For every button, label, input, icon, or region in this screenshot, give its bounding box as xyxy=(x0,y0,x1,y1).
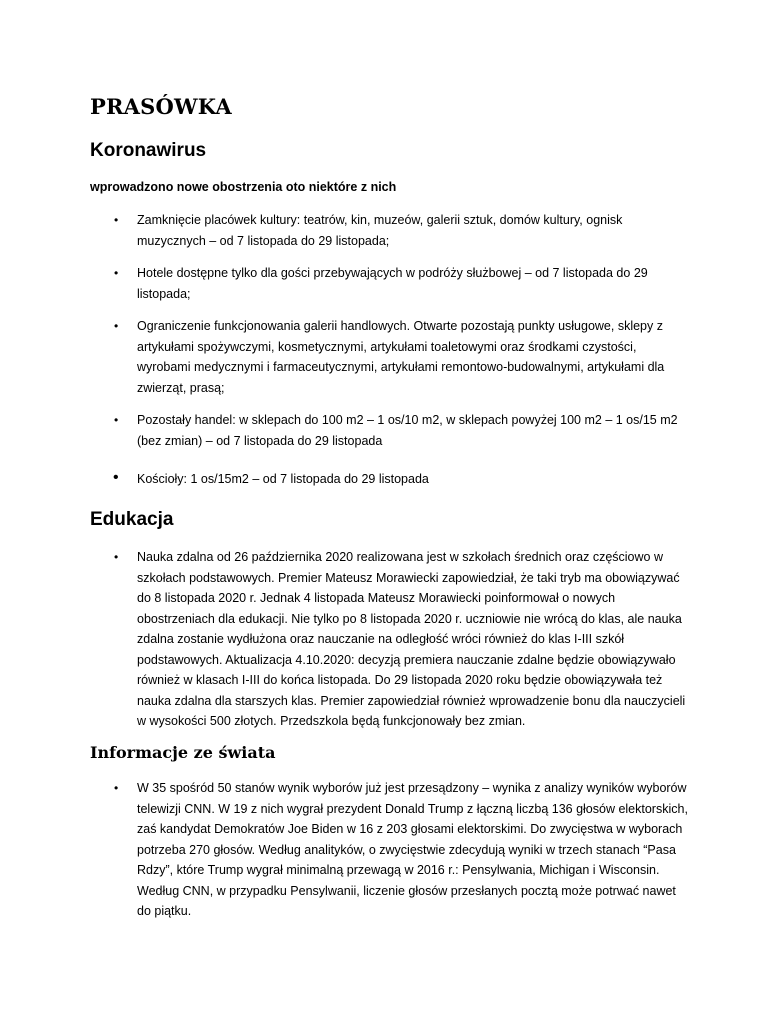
section-heading-informacje: Informacje ze świata xyxy=(90,743,276,762)
restrictions-list xyxy=(90,210,690,490)
bullet-icon: • xyxy=(114,266,119,280)
list-item-text: Ograniczenie funkcjonowania galerii handlowych. Otwarte pozostają punkty usługowe, sklepy z artykułami spożywczymi, kosmetycznymi, artykułami toaletowymi oraz środkami czystości, wyrobami medycznymi i farmaceutycznymi, artykułami remontowo-budowalnymi, artykułami dla zwierząt, prasą; xyxy=(137,319,665,395)
list-item-text: Pozostały handel: w sklepach do 100 m2 – 1 os/10 m2, w sklepach powyżej 100 m2 – 1 os/15 m2 (bez zmian) – od 7 listopada do 29 listopada xyxy=(137,413,678,448)
world-news-list xyxy=(90,778,690,922)
document-title: PRASÓWKA xyxy=(90,94,232,119)
section-heading-koronawirus: Koronawirus xyxy=(90,140,207,161)
section-heading-edukacja: Edukacja xyxy=(90,509,174,530)
list-item-text: Hotele dostępne tylko dla gości przebywających w podróży służbowej – od 7 listopada do 29 listopada; xyxy=(137,266,648,301)
list-item xyxy=(90,469,690,490)
list-item xyxy=(90,316,690,398)
bullet-icon: • xyxy=(114,550,119,564)
list-item xyxy=(90,210,690,251)
list-item-text: Zamknięcie placówek kultury: teatrów, kin, muzeów, galerii sztuk, domów kultury, ognisk muzycznych – od 7 listopada do 29 listopada; xyxy=(137,213,623,248)
list-item xyxy=(90,547,690,732)
list-item-text: Kościoły: 1 os/15m2 – od 7 listopada do 29 listopada xyxy=(137,472,429,486)
list-item-text: W 35 spośród 50 stanów wynik wyborów już jest przesądzony – wynika z analizy wyników wyborów telewizji CNN. W 19 z nich wygrał prezydent Donald Trump z łączną liczbą 136 głosów elektorskich, zaś kandydat Demokratów Joe Biden w 16 z 203 głosami elektorskimi. Do zwycięstwa w wyborach potrzeba 270 głosów. Według analityków, o zwycięstwie zdecydują wyniki w trzech stanach “Pasa Rdzy”, które Trump wygrał minimalną przewagą w 2016 r.: Pensylwania, Michigan i Wisconsin. Według CNN, w przypadku Pensylwanii, liczenie głosów przesłanych pocztą może potrwać nawet do piątku. xyxy=(137,781,688,918)
bullet-icon: • xyxy=(114,319,119,333)
list-item-text: Nauka zdalna od 26 października 2020 realizowana jest w szkołach średnich oraz częściowo w szkołach podstawowych. Premier Mateusz Morawiecki zapowiedział, że taki tryb ma obowiązywać do 8 listopada 2020 r. Jednak 4 listopada Mateusz Morawiecki poinformował o nowych obostrzeniach dla edukacji. Nie tylko po 8 listopada 2020 r. uczniowie nie wrócą do klas, ale nauka zdalna zostanie wydłużona oraz nauczanie na odległość wróci również do klas I-III szkół podstawowych. Aktualizacja 4.10.2020: decyzją premiera nauczanie zdalne będzie obowiązywało również w klasach I-III do końca listopada. Do 29 listopada 2020 roku będzie obowiązywała też nauka zdalna dla starszych klas. Premier zapowiedział również wprowadzenie bonu dla nauczycieli w wysokości 500 złotych. Przedszkola będą funkcjonowały bez zmian. xyxy=(137,550,686,728)
education-list xyxy=(90,547,690,732)
section-subheading: wprowadzono nowe obostrzenia oto niektóre z nich xyxy=(90,180,397,194)
list-item xyxy=(90,263,690,304)
list-item xyxy=(90,778,690,922)
bullet-icon: • xyxy=(114,413,119,427)
bullet-icon: • xyxy=(114,213,119,227)
bullet-icon: • xyxy=(113,469,119,486)
list-item xyxy=(90,410,690,451)
bullet-icon: • xyxy=(114,781,119,795)
